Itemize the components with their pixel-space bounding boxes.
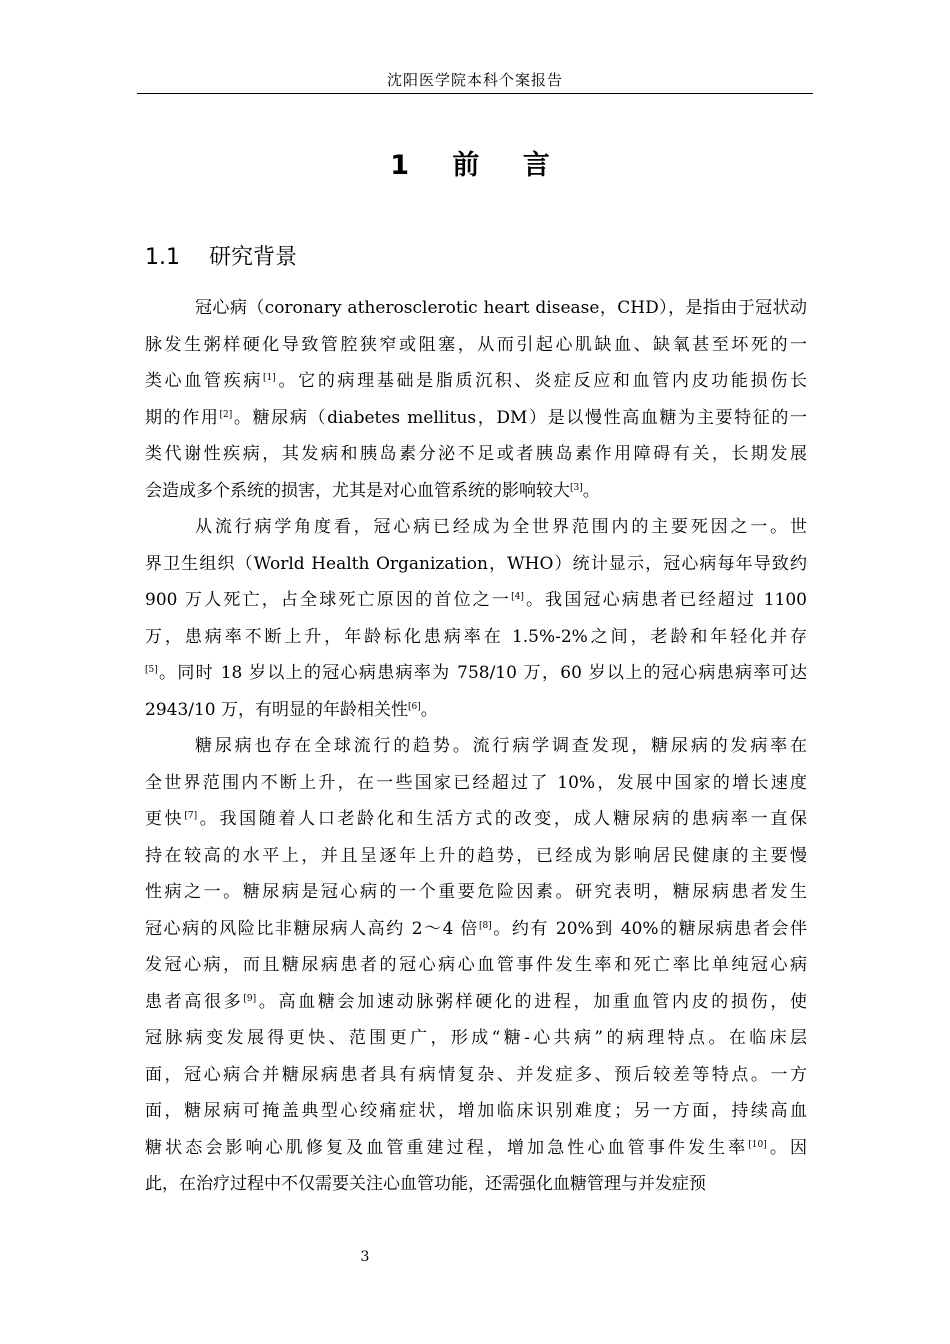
paragraph-line <box>145 874 807 911</box>
paragraph-line <box>145 655 807 692</box>
line-text-continued: 。同时 18 岁以上的冠心病患病率为 758/10 万，60 岁以上的冠心病患病率可达 <box>157 663 807 683</box>
paragraph-line <box>145 692 807 729</box>
paragraph-line <box>145 290 807 327</box>
line-text: 900 万人死亡，占全球死亡原因的首位之一 <box>145 590 512 610</box>
line-text-continued: 。因 <box>766 1137 808 1158</box>
paragraph-line <box>145 765 807 802</box>
line-text: 类心血管疾病 <box>145 371 264 391</box>
citation-ref: [5] <box>145 665 158 675</box>
citation-ref: [3] <box>570 482 583 493</box>
paragraph-line <box>145 801 807 838</box>
line-text: 面，冠心病合并糖尿病患者具有病情复杂、并发症多、预后较差等特点。一方 <box>145 1064 807 1085</box>
citation-ref: [1] <box>263 373 276 383</box>
paragraph-line <box>145 363 807 400</box>
line-text-continued: 。 <box>582 480 600 501</box>
line-text: 持在较高的水平上，并且呈逐年上升的趋势，已经成为影响居民健康的主要慢 <box>145 845 807 866</box>
running-header: 沈阳医学院本科个案报告 <box>386 71 563 89</box>
paragraph-line <box>145 473 807 510</box>
paragraph-line <box>145 509 807 546</box>
paragraph-line <box>145 947 807 984</box>
section-number: 1.1 <box>145 245 180 270</box>
paragraph-line <box>145 400 807 437</box>
paragraph-line <box>145 1057 807 1094</box>
line-text: 类代谢性疾病，其发病和胰岛素分泌不足或者胰岛素作用障碍有关，长期发展 <box>145 444 807 464</box>
citation-ref: [7] <box>184 811 198 821</box>
paragraph-line <box>145 838 807 875</box>
paragraph-line <box>145 619 807 656</box>
section-title: 研究背景 <box>209 245 298 270</box>
line-text-continued: 。我国冠心病患者已经超过 1100 <box>523 590 807 610</box>
paragraph-line <box>145 327 807 364</box>
paragraph-line <box>145 728 807 765</box>
line-text-continued: 。我国随着人口老龄化和生活方式的改变，成人糖尿病的患病率一直保 <box>197 809 808 829</box>
paragraph-line <box>145 582 807 619</box>
body-text <box>145 290 807 1203</box>
line-text: 期的作用 <box>145 407 220 428</box>
line-text: 此，在治疗过程中不仅需要关注心血管功能，还需强化血糖管理与并发症预 <box>145 1174 706 1194</box>
paragraph-line <box>145 1130 807 1167</box>
line-text: 性病之一。糖尿病是冠心病的一个重要危险因素。研究表明，糖尿病患者发生 <box>145 882 807 902</box>
line-text: 面，糖尿病可掩盖典型心绞痛症状，增加临床识别难度；另一方面，持续高血 <box>145 1101 807 1121</box>
line-text: 2943/10 万，有明显的年龄相关性 <box>145 699 409 720</box>
line-text: 从流行病学角度看，冠心病已经成为全世界范围内的主要死因之一。世 <box>195 517 807 537</box>
line-text: 发冠心病，而且糖尿病患者的冠心病心血管事件发生率和死亡率比单纯冠心病 <box>145 955 807 975</box>
citation-ref: [9] <box>243 993 257 1004</box>
line-text: 会造成多个系统的损害，尤其是对心血管系统的影响较大 <box>145 480 570 501</box>
line-text: 糖尿病也存在全球流行的趋势。流行病学调查发现，糖尿病的发病率在 <box>195 736 807 756</box>
line-text-continued: 。糖尿病（diabetes mellitus，DM）是以慢性高血糖为主要特征的一 <box>232 407 808 428</box>
paragraph-line <box>145 1020 807 1057</box>
citation-ref: [4] <box>511 592 524 602</box>
chapter-title: 1 前 言 <box>390 150 560 181</box>
line-text: 全世界范围内不断上升，在一些国家已经超过了 10%，发展中国家的增长速度 <box>145 772 807 793</box>
line-text-continued: 。 <box>420 699 438 720</box>
line-text: 脉发生粥样硬化导致管腔狭窄或阻塞，从而引起心肌缺血、缺氧甚至坏死的一 <box>145 334 807 355</box>
citation-ref: [2] <box>219 409 233 420</box>
paragraph-line <box>145 436 807 473</box>
paragraph-line <box>145 1166 807 1203</box>
line-text: 界卫生组织（World Health Organization，WHO）统计显示，冠心病每年导致约 <box>145 553 807 574</box>
header-rule <box>137 93 813 94</box>
line-text: 冠心病的风险比非糖尿病人高约 2～4 倍 <box>145 918 479 939</box>
line-text: 糖状态会影响心肌修复及血管重建过程，增加急性心血管事件发生率 <box>145 1137 749 1158</box>
section-heading <box>145 242 297 274</box>
line-text: 万，患病率不断上升，年龄标化患病率在 1.5%-2%之间，老龄和年轻化并存 <box>145 626 807 647</box>
line-text: 冠脉病变发展得更快、范围更广，形成“糖-心共病”的病理特点。在临床层 <box>145 1028 807 1048</box>
citation-ref: [6] <box>408 701 421 712</box>
paragraph-line <box>145 911 807 948</box>
paragraph-line <box>145 984 807 1021</box>
page-number: 3 <box>360 1249 370 1265</box>
paragraph-line <box>145 546 807 583</box>
citation-ref: [8] <box>478 920 492 931</box>
line-text-continued: 。约有 20%到 40%的糖尿病患者会伴 <box>491 918 807 939</box>
paragraph-line <box>145 1093 807 1130</box>
citation-ref: [10] <box>748 1139 767 1150</box>
line-text: 更快 <box>145 809 185 829</box>
line-text-continued: 。高血糖会加速动脉粥样硬化的进程，加重血管内皮的损伤，使 <box>256 991 808 1012</box>
line-text: 患者高很多 <box>145 991 244 1012</box>
line-text: 冠心病（coronary atherosclerotic heart disease，CHD），是指由于冠状动 <box>195 298 807 318</box>
line-text-continued: 。它的病理基础是脂质沉积、炎症反应和血管内皮功能损伤长 <box>275 371 808 391</box>
